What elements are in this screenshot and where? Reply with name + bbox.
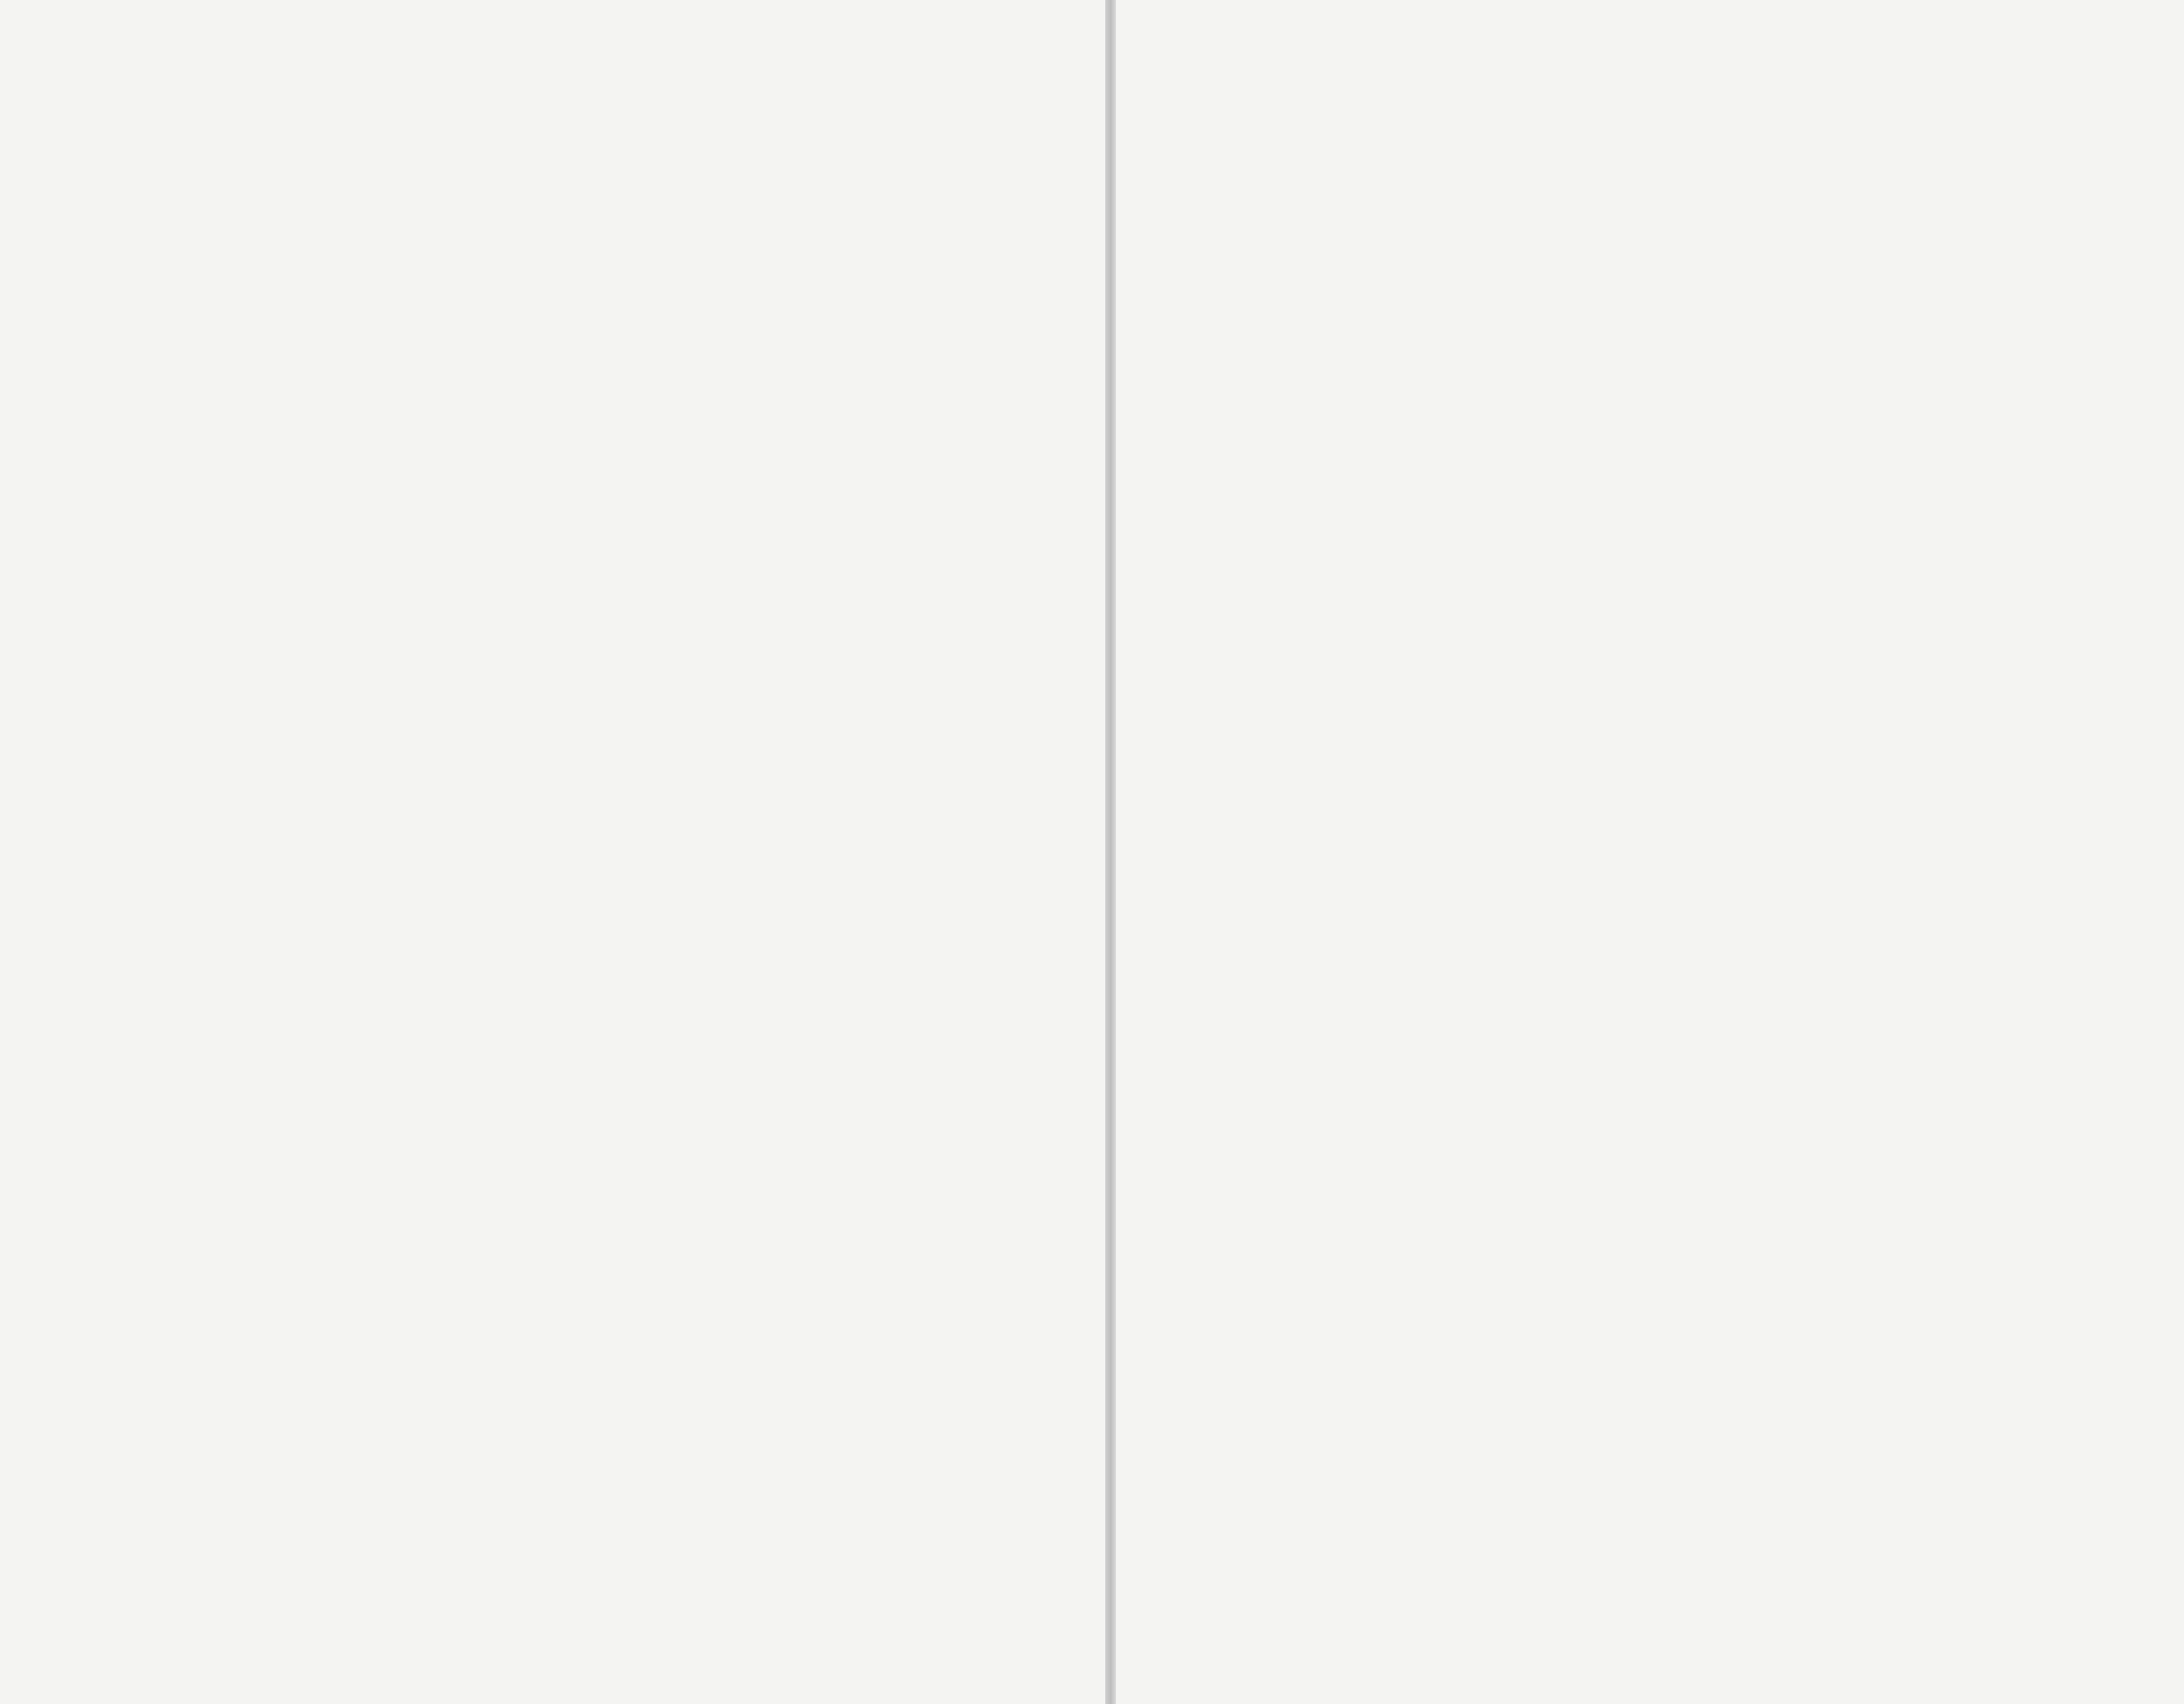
- right-page: [1116, 0, 2184, 1704]
- book-gutter: [1105, 0, 1116, 1704]
